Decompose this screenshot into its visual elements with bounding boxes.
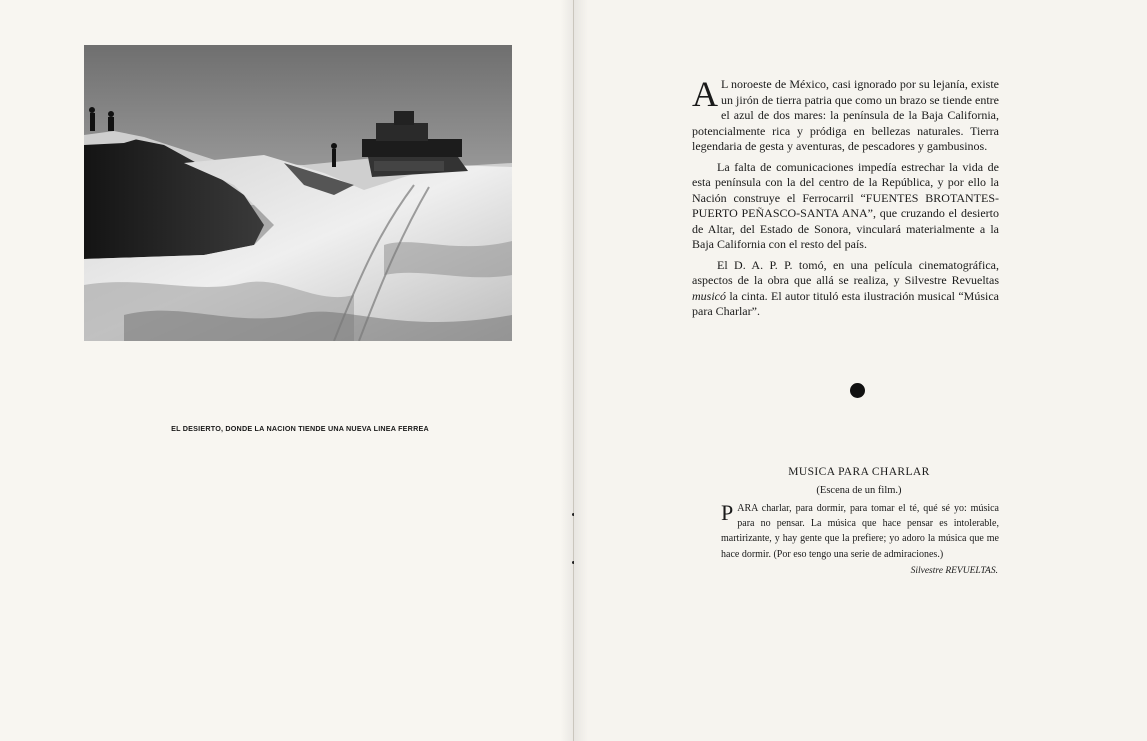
intro-paragraph-1: L noroeste de México, casi ignorado por su lejanía, existe un jirón de tierra patria que como un brazo se tiende entre el azul de dos mares: la península de la Baja California, potencialmente rica y pródiga en bellezas naturales. Tierra legendaria de gesta y aventuras, de pescadores y gambusinos. [692, 77, 999, 153]
intro-paragraph-3 [692, 258, 999, 320]
intro-paragraph [692, 74, 999, 155]
right-page [574, 0, 1147, 741]
quote-text: ARA charlar, para dormir, para tomar el té, qué sé yo: música para no pensar. La música que hace pensar es intolerable, martirizante, y hay gente que la prefiere; yo adoro la música que me hace dormir. (Por eso tengo una serie de admiraciones.) [721, 503, 999, 560]
desert-bulldozer-photo [84, 45, 512, 341]
ornament-dot [850, 383, 865, 398]
p3-italic: musicó [692, 288, 726, 303]
composer-quote [721, 501, 999, 562]
p3-text-b: la cinta. El autor tituló esta ilustración musical “Música para Charlar”. [692, 288, 999, 318]
intro-text [692, 74, 999, 325]
photo-illustration [84, 45, 512, 341]
piece-subtitle: (Escena de un film.) [816, 485, 902, 496]
quote-drop-cap: P [721, 500, 734, 525]
piece-title: MUSICA PARA CHARLAR [788, 466, 930, 478]
drop-cap: A [692, 74, 718, 114]
signature: Silvestre REVUELTAS. [910, 566, 998, 576]
photo-caption: EL DESIERTO, DONDE LA NACION TIENDE UNA NUEVA LINEA FERREA [171, 424, 429, 433]
intro-paragraph-2: La falta de comunicaciones impedía estrechar la vida de esta península con la del centro de la República, y por ello la Nación construye el Ferrocarril “FUENTES BROTANTES-PUERTO PEÑASCO-SANTA ANA”, que cruzando el desierto de Altar, del Estado de Sonora, vinculará materialmente a la Baja California con el resto del país. [692, 159, 999, 251]
p3-text-a: El D. A. P. P. tomó, en una película cinematográfica, aspectos de la obra que allá se realiza, y Silvestre Revueltas [692, 257, 999, 287]
